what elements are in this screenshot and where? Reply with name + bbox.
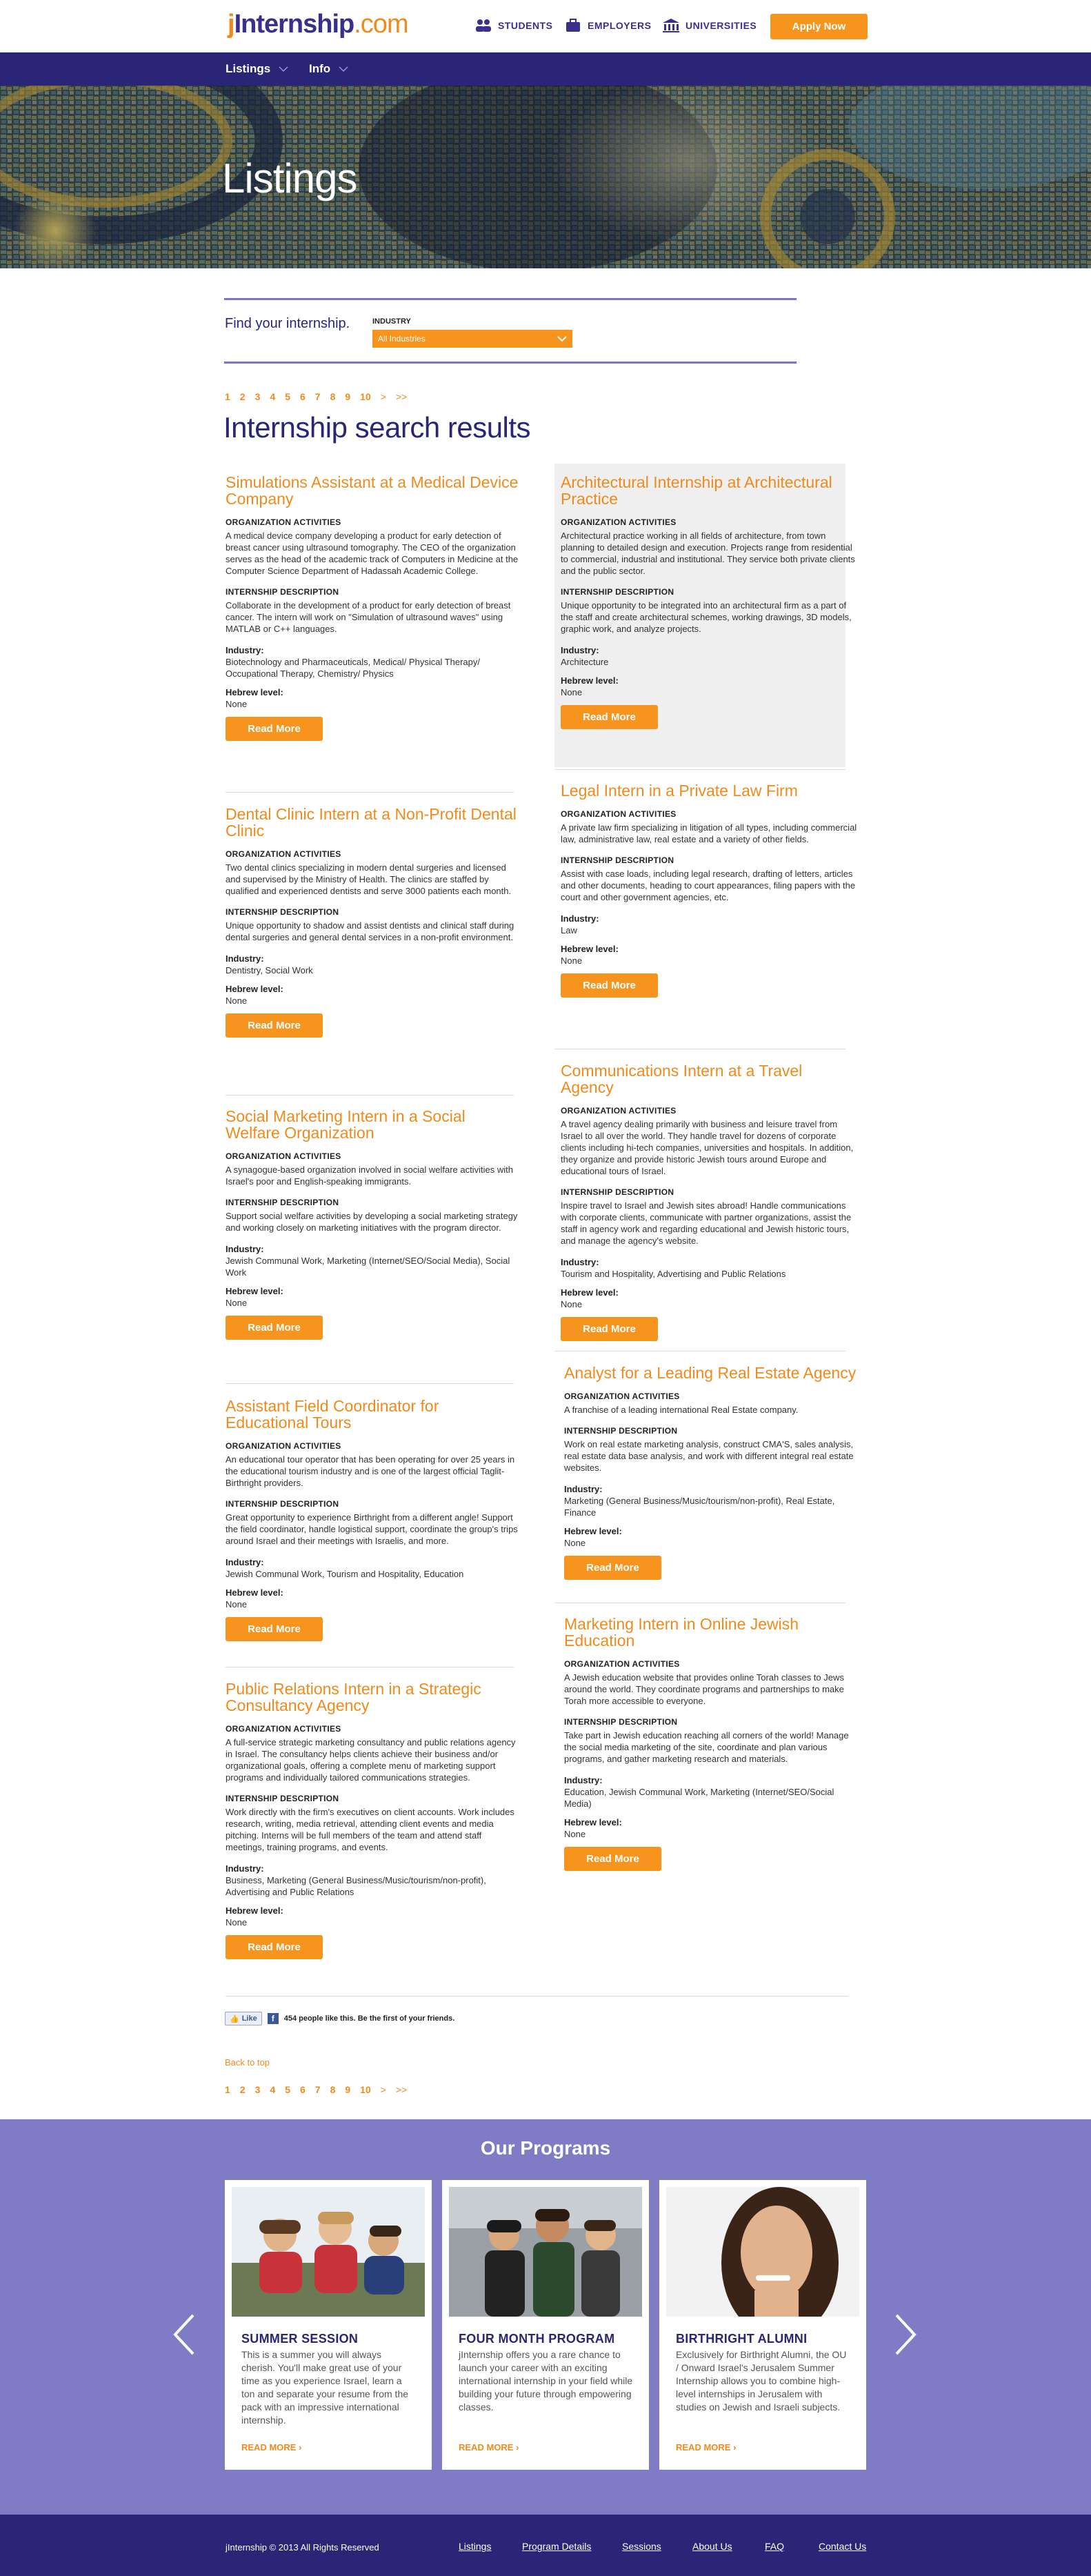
- internship-description-heading: INTERNSHIP DESCRIPTION: [561, 1187, 674, 1197]
- chevron-down-icon: [557, 336, 567, 342]
- hebrew-level-label: Hebrew level:: [561, 675, 619, 686]
- footer-link-program-details[interactable]: Program Details: [522, 2541, 592, 2552]
- hebrew-level-label: Hebrew level:: [226, 984, 283, 994]
- employers-label: EMPLOYERS: [588, 20, 652, 31]
- page-title: Listings: [222, 155, 357, 201]
- carousel-prev-arrow[interactable]: [172, 2312, 196, 2357]
- chevron-down-icon: [279, 66, 288, 72]
- org-activities-heading: ORGANIZATION ACTIVITIES: [564, 1391, 680, 1401]
- page-link[interactable]: 6: [299, 391, 306, 402]
- industry-label: Industry:: [561, 645, 599, 655]
- hebrew-level-value: None: [561, 687, 583, 697]
- org-activities-text: A Jewish education website that provides online Torah classes to Jews around the world. They coordinate programs and partnerships to make Torah more accessible to everyone.: [564, 1672, 844, 1706]
- facebook-icon: f: [268, 2013, 279, 2024]
- org-activities-heading: ORGANIZATION ACTIVITIES: [226, 1724, 341, 1734]
- read-more-link[interactable]: [241, 2442, 301, 2453]
- hebrew-level-value: None: [226, 1917, 248, 1928]
- university-icon: [662, 18, 680, 33]
- page-link[interactable]: 1: [225, 391, 230, 402]
- org-activities-heading: ORGANIZATION ACTIVITIES: [561, 1106, 677, 1116]
- page-link[interactable]: 1: [225, 2084, 230, 2095]
- org-activities-text: A full-service strategic marketing consultancy and public relations agency in Israel. The consultancy helps clients achieve their business and/or organizational goals, offering a complete menu of marketing support programs and individually tailored communications strategies.: [226, 1737, 516, 1783]
- apply-now-button[interactable]: Apply Now: [770, 14, 868, 39]
- org-activities-heading: ORGANIZATION ACTIVITIES: [561, 809, 677, 819]
- industry-value: Education, Jewish Communal Work, Marketing (Internet/SEO/Social Media): [564, 1787, 834, 1809]
- hebrew-level-label: Hebrew level:: [226, 1587, 283, 1598]
- internship-description-text: Assist with case loads, including legal research, drafting of letters, articles and other documents, heading to court appearances, filing papers with the court and other government agencies, etc.: [561, 869, 856, 902]
- listing-card: [226, 474, 522, 741]
- org-activities-text: Architectural practice working in all fields of architecture, from town planning to detailed design and execution. Projects range from residential to commercial, industrial and institutional. They service both private clients and the public sector.: [561, 531, 855, 576]
- industry-label: Industry:: [226, 953, 264, 964]
- industry-value: Business, Marketing (General Business/Music/tourism/non-profit), Advertising and Public Relations: [226, 1875, 486, 1897]
- nav-info-label: Info: [309, 62, 331, 75]
- site-logo[interactable]: [228, 10, 408, 39]
- internship-description-text: Unique opportunity to shadow and assist dentists and clinical staff during dental surgeries and general dental services in a non-profit environment.: [226, 920, 514, 942]
- footer-link-faq[interactable]: FAQ: [765, 2541, 785, 2552]
- program-description: jInternship offers you a rare chance to launch your career with an exciting international internship in your field while building your future through empowering classes.: [459, 2349, 633, 2412]
- find-internship-label: Find your internship.: [225, 316, 350, 331]
- hebrew-level-value: None: [226, 995, 248, 1006]
- listing-card: [561, 1062, 857, 1341]
- page-link[interactable]: 7: [314, 391, 321, 402]
- chevron-down-icon: [339, 66, 348, 72]
- hebrew-level-value: None: [226, 1298, 248, 1308]
- hebrew-level-label: Hebrew level:: [226, 1286, 283, 1296]
- org-activities-heading: ORGANIZATION ACTIVITIES: [226, 849, 341, 859]
- read-more-button[interactable]: Read More: [226, 1935, 323, 1959]
- industry-label: Industry:: [226, 645, 264, 655]
- industry-value: Tourism and Hospitality, Advertising and Public Relations: [561, 1269, 786, 1279]
- org-activities-text: An educational tour operator that has been operating for over 25 years in the educational tourism industry and is one of the largest official Taglit-Birthright providers.: [226, 1454, 515, 1488]
- industry-value: Dentistry, Social Work: [226, 965, 313, 975]
- hebrew-level-label: Hebrew level:: [226, 687, 283, 697]
- hero-banner: [0, 86, 1091, 268]
- hebrew-level-value: None: [561, 1299, 583, 1309]
- pagination-bottom: [225, 2084, 407, 2095]
- logo-com: .com: [354, 10, 408, 39]
- hebrew-level-value: None: [564, 1538, 586, 1548]
- read-more-button[interactable]: Read More: [226, 1617, 323, 1641]
- listing-card: [226, 1108, 522, 1340]
- nav-info[interactable]: [309, 62, 348, 76]
- internship-description-text: Work directly with the firm's executives on client accounts. Work includes research, writing, media retrieval, attending client events and media pitching. Interns will be full members of the team and attend staff meetings, training programs, and events.: [226, 1807, 514, 1852]
- listing-card: [226, 1398, 522, 1641]
- read-more-link[interactable]: [459, 2442, 519, 2453]
- hebrew-level-label: Hebrew level:: [564, 1526, 622, 1536]
- page-link[interactable]: 8: [330, 2084, 336, 2095]
- internship-description-heading: INTERNSHIP DESCRIPTION: [564, 1717, 678, 1727]
- briefcase-icon: [564, 18, 582, 33]
- footer-link-sessions[interactable]: Sessions: [622, 2541, 661, 2552]
- program-title: SUMMER SESSION: [241, 2332, 359, 2346]
- read-more-button[interactable]: Read More: [561, 973, 658, 998]
- read-more-button[interactable]: Read More: [561, 705, 658, 729]
- last-page-button[interactable]: >>: [395, 2084, 408, 2095]
- listing-title[interactable]: Simulations Assistant at a Medical Device Company: [226, 473, 519, 508]
- internship-description-text: Support social welfare activities by developing a social marketing strategy and working closely on marketing initiatives with the program director.: [226, 1211, 518, 1233]
- internship-description-heading: INTERNSHIP DESCRIPTION: [226, 1198, 339, 1207]
- industry-label: Industry:: [564, 1775, 603, 1785]
- internship-description-heading: INTERNSHIP DESCRIPTION: [564, 1426, 678, 1436]
- program-card-summer[interactable]: [225, 2180, 432, 2470]
- page-link[interactable]: 5: [285, 2084, 290, 2095]
- industry-label: Industry:: [226, 1557, 264, 1567]
- org-activities-text: Two dental clinics specializing in modern dental surgeries and licensed and supervised by the Ministry of Health. The clinics are staffed by qualified and experienced dentists and serve 3000 patients each month.: [226, 862, 512, 896]
- top-header: [0, 0, 1091, 52]
- logo-j: j: [228, 10, 234, 39]
- nav-students[interactable]: [474, 18, 552, 33]
- hebrew-level-value: None: [561, 955, 583, 966]
- industry-value: Biotechnology and Pharmaceuticals, Medical/ Physical Therapy/ Occupational Therapy, Chemistry/ Physics: [226, 657, 481, 679]
- program-card-birthright[interactable]: [659, 2180, 866, 2470]
- page-link[interactable]: 8: [330, 391, 336, 402]
- internship-description-heading: INTERNSHIP DESCRIPTION: [226, 907, 339, 917]
- internship-description-heading: INTERNSHIP DESCRIPTION: [226, 587, 339, 597]
- hebrew-level-label: Hebrew level:: [561, 944, 619, 954]
- programs-title: Our Programs: [480, 2137, 611, 2159]
- listing-divider: [226, 1383, 514, 1384]
- read-more-button[interactable]: Read More: [564, 1847, 661, 1871]
- program-photo: [232, 2187, 425, 2317]
- page-link[interactable]: 9: [345, 391, 351, 402]
- facebook-like-button[interactable]: [225, 2012, 262, 2025]
- listing-card: [226, 806, 522, 1038]
- hebrew-level-label: Hebrew level:: [226, 1905, 283, 1916]
- org-activities-text: A synagogue-based organization involved in social welfare activities with Israel's poor and English-speaking immigrants.: [226, 1165, 513, 1187]
- footer: [0, 2515, 1091, 2576]
- listing-title[interactable]: Social Marketing Intern in a Social Welfare Organization: [226, 1107, 466, 1142]
- back-to-top-link[interactable]: Back to top: [225, 2057, 270, 2068]
- program-description: This is a summer you will always cherish. You'll make great use of your time as you experience Israel, learn a ton and separate your resume from the pack with an impressive international internship.: [241, 2349, 409, 2426]
- next-page-button[interactable]: >: [380, 2084, 386, 2095]
- listing-title[interactable]: Analyst for a Leading Real Estate Agency: [564, 1364, 857, 1382]
- internship-description-text: Unique opportunity to be integrated into an architectural firm as a part of the staff and create architectural schemes, working drawings, 3D models, graphic work, and analyze projects.: [561, 600, 852, 634]
- programs-section: [0, 2119, 1091, 2515]
- internship-description-heading: INTERNSHIP DESCRIPTION: [226, 1794, 339, 1803]
- chevron-right-icon: ›: [733, 2442, 737, 2453]
- listing-title[interactable]: Dental Clinic Intern at a Non-Profit Dental Clinic: [226, 805, 517, 840]
- industry-value: Law: [561, 925, 577, 935]
- program-title: FOUR MONTH PROGRAM: [459, 2332, 615, 2346]
- like-label: Like: [241, 2014, 257, 2023]
- listing-title[interactable]: Legal Intern in a Private Law Firm: [561, 782, 798, 800]
- listing-card: [564, 1365, 861, 1580]
- nav-listings[interactable]: [226, 62, 288, 76]
- read-more-button[interactable]: Read More: [226, 1316, 323, 1340]
- internship-description-text: Inspire travel to Israel and Jewish sites abroad! Handle communications with corporate clients, communicate with partner organizations, assist the staff in agency work and regarding educational and Jewish historic tours, and manage the agency's website.: [561, 1200, 852, 1246]
- org-activities-text: A medical device company developing a product for early detection of breast cancer using ultrasound tomography. The CEO of the organization serves as the head of the academic track of Computers in Medicine at the Computer Science Department of Hadassah Academic College.: [226, 531, 519, 576]
- footer-copyright: jInternship © 2013 All Rights Reserved: [226, 2542, 379, 2553]
- listing-card: [564, 1616, 861, 1871]
- results-title: Internship search results: [223, 411, 531, 444]
- carousel-next-arrow[interactable]: [894, 2312, 917, 2357]
- facebook-like-row: [225, 2012, 454, 2025]
- page-link[interactable]: 2: [239, 391, 246, 402]
- students-label: STUDENTS: [498, 20, 553, 31]
- read-more-button[interactable]: Read More: [561, 1317, 658, 1341]
- program-card-four-month[interactable]: [442, 2180, 649, 2470]
- read-more-button[interactable]: Read More: [564, 1556, 661, 1580]
- footer-link-listings[interactable]: Listings: [459, 2541, 492, 2552]
- org-activities-heading: ORGANIZATION ACTIVITIES: [561, 517, 677, 527]
- page-link[interactable]: 6: [299, 2084, 306, 2095]
- read-more-link[interactable]: [676, 2442, 736, 2453]
- nav-listings-label: Listings: [226, 62, 271, 75]
- pagination-top: [225, 391, 407, 402]
- nav-employers[interactable]: [564, 18, 651, 33]
- page-link[interactable]: 5: [285, 391, 290, 402]
- listing-card: [561, 474, 857, 729]
- program-photo: [666, 2187, 859, 2317]
- listing-divider: [226, 792, 514, 793]
- industry-value: Marketing (General Business/Music/tourism/non-profit), Real Estate, Finance: [564, 1496, 835, 1518]
- read-more-button[interactable]: Read More: [226, 717, 323, 741]
- hebrew-level-label: Hebrew level:: [561, 1287, 619, 1298]
- listing-card: [561, 782, 857, 998]
- program-description: Exclusively for Birthright Alumni, the OU / Onward Israel's Jerusalem Summer Internship allows you to combine high-level internships in Jerusalem with studies on Jewish and Israeli subjects.: [676, 2349, 847, 2412]
- chevron-right-icon: ›: [299, 2442, 302, 2453]
- internship-description-heading: INTERNSHIP DESCRIPTION: [561, 587, 674, 597]
- industry-value: Jewish Communal Work, Marketing (Internet/SEO/Social Media), Social Work: [226, 1256, 510, 1278]
- hebrew-level-value: None: [564, 1829, 586, 1839]
- page-link[interactable]: 3: [254, 391, 261, 402]
- page-link[interactable]: 10: [360, 391, 371, 402]
- org-activities-heading: ORGANIZATION ACTIVITIES: [226, 517, 341, 527]
- main-navbar: [0, 52, 1091, 86]
- internship-description-text: Collaborate in the development of a product for early detection of breast cancer. The intern will work on "Simulation of ultrasound waves" using MATLAB or C++ languages.: [226, 600, 511, 634]
- mosaic-background: [0, 86, 1091, 268]
- internship-description-text: Great opportunity to experience Birthright from a different angle! Support the field coordinator, handle logistical support, coordinate the group's trips around Israel and their meetings with Israelis, and more.: [226, 1512, 518, 1546]
- read-more-label: READ MORE: [241, 2442, 297, 2453]
- org-activities-heading: ORGANIZATION ACTIVITIES: [564, 1659, 680, 1669]
- nav-universities[interactable]: [662, 18, 757, 33]
- internship-description-text: Take part in Jewish education reaching all corners of the world! Manage the social media marketing of the site, coordinate and plan various programs, and gather marketing research and materials.: [564, 1730, 849, 1764]
- students-icon: [474, 18, 492, 33]
- listing-divider: [554, 769, 845, 770]
- listing-title[interactable]: Communications Intern at a Travel Agency: [561, 1062, 803, 1096]
- industry-value: Jewish Communal Work, Tourism and Hospitality, Education: [226, 1569, 464, 1579]
- industry-label: Industry:: [561, 1257, 599, 1267]
- industry-label: INDUSTRY: [372, 317, 411, 326]
- listing-title[interactable]: Public Relations Intern in a Strategic Consultancy Agency: [226, 1680, 481, 1714]
- org-activities-heading: ORGANIZATION ACTIVITIES: [226, 1441, 341, 1451]
- footer-link-about-us[interactable]: About Us: [692, 2541, 732, 2552]
- internship-description-heading: INTERNSHIP DESCRIPTION: [226, 1499, 339, 1509]
- industry-value: Architecture: [561, 657, 609, 667]
- hebrew-level-label: Hebrew level:: [564, 1817, 622, 1827]
- like-count-text: 454 people like this. Be the first of your friends.: [283, 2014, 455, 2023]
- org-activities-heading: ORGANIZATION ACTIVITIES: [226, 1151, 341, 1161]
- divider-top: [224, 298, 797, 300]
- program-photo: [449, 2187, 642, 2317]
- read-more-label: READ MORE: [459, 2442, 514, 2453]
- last-page-button[interactable]: >>: [395, 391, 408, 402]
- hebrew-level-value: None: [226, 699, 248, 709]
- internship-description-heading: INTERNSHIP DESCRIPTION: [561, 855, 674, 865]
- org-activities-text: A private law firm specializing in litigation of all types, including commercial law, administrative law, real estate and a variety of other fields.: [561, 822, 857, 844]
- industry-selected-value: All Industries: [378, 334, 426, 344]
- industry-label: Industry:: [564, 1484, 603, 1494]
- read-more-button[interactable]: Read More: [226, 1013, 323, 1038]
- industry-label: Industry:: [561, 913, 599, 924]
- listing-divider: [226, 1095, 514, 1096]
- page-link[interactable]: 4: [270, 2084, 276, 2095]
- listing-title[interactable]: Architectural Internship at Architectural Practice: [561, 473, 832, 508]
- thumbs-up-icon: 👍: [230, 2014, 239, 2023]
- industry-label: Industry:: [226, 1863, 264, 1874]
- chevron-right-icon: ›: [516, 2442, 519, 2453]
- listing-divider: [226, 1996, 848, 1997]
- hebrew-level-value: None: [226, 1599, 248, 1609]
- next-page-button[interactable]: >: [380, 391, 386, 402]
- page-link[interactable]: 7: [314, 2084, 321, 2095]
- listing-title[interactable]: Marketing Intern in Online Jewish Education: [564, 1615, 799, 1649]
- page-link[interactable]: 9: [345, 2084, 351, 2095]
- program-title: BIRTHRIGHT ALUMNI: [676, 2332, 808, 2346]
- listing-title[interactable]: Assistant Field Coordinator for Educational Tours: [226, 1397, 439, 1431]
- divider-bottom: [224, 361, 797, 364]
- read-more-label: READ MORE: [676, 2442, 731, 2453]
- footer-link-contact-us[interactable]: Contact Us: [819, 2541, 867, 2552]
- listing-card: [226, 1681, 522, 1959]
- page-link[interactable]: 4: [270, 391, 276, 402]
- industry-label: Industry:: [226, 1244, 264, 1254]
- page-link[interactable]: 2: [239, 2084, 246, 2095]
- page-link[interactable]: 3: [254, 2084, 261, 2095]
- logo-internship: Internship: [234, 10, 354, 39]
- universities-label: UNIVERSITIES: [685, 20, 757, 31]
- org-activities-text: A travel agency dealing primarily with business and leisure travel from Israel to all over the world. They handle travel for dozens of corporate clients including hi-tech companies, universities and hospitals. In addition, they organize and provide historic Jewish tours around Europe and educational tours of Israel.: [561, 1119, 854, 1176]
- industry-select[interactable]: [372, 330, 572, 348]
- internship-description-text: Work on real estate marketing analysis, construct CMA'S, sales analysis, real estate data base analysis, and work with different integral real estate websites.: [564, 1439, 854, 1473]
- org-activities-text: A franchise of a leading international Real Estate company.: [564, 1405, 799, 1415]
- page-link[interactable]: 10: [360, 2084, 371, 2095]
